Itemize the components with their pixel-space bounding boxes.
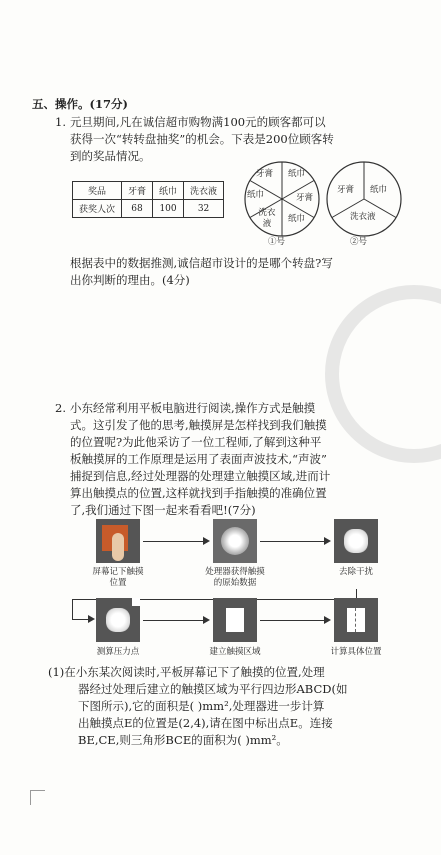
flow-arrow	[143, 541, 205, 542]
q2-sub1-line: 下图所示),它的面积是( )mm²,处理器进一步计算	[78, 699, 325, 713]
q2-line: 板触摸屏的工作原理是运用了表面声波技术,“声波”	[70, 452, 327, 466]
wheel-1-sector: 牙膏	[256, 169, 274, 179]
q1-line-1: 元旦期间,凡在诚信超市购物满100元的顾客都可以	[70, 115, 326, 129]
table-row	[73, 200, 224, 218]
q2-line: 式。这引发了他的思考,触摸屏是怎样找到我们触摸	[70, 418, 327, 432]
position-image	[334, 598, 378, 642]
flow-arrow-head	[203, 616, 210, 624]
flow-label: 处理器获得触摸	[205, 567, 265, 577]
wheel-1-sector: 洗衣液	[258, 208, 276, 229]
table-header-cell: 洗衣液	[184, 182, 224, 200]
q1-line-3: 到的奖品情况。	[70, 149, 151, 163]
wheel-2-sector: 纸巾	[370, 185, 388, 195]
q2-sub1-line: (1)在小东某次阅读时,平板屏幕记下了触摸的位置,处理	[48, 665, 325, 679]
flow-label: 建立触摸区域	[209, 647, 261, 657]
pressure-point-image	[96, 598, 140, 642]
flow-label: 测算压力点	[96, 647, 140, 657]
q2-sub1-line: 器经过处理后建立的触摸区域为平行四边形ABCD(如	[78, 682, 348, 696]
flow-label: 屏幕记下触摸	[92, 567, 144, 577]
flow-arrow	[260, 541, 326, 542]
wheel-2-label: ②号	[350, 237, 368, 247]
q1-question-1: 根据表中的数据推测,诚信超市设计的是哪个转盘?写	[70, 256, 333, 270]
wheel-1-sector: 牙膏	[296, 193, 314, 203]
table-cell: 68	[122, 200, 153, 218]
prize-table	[72, 181, 224, 218]
table-cell: 32	[184, 200, 224, 218]
raw-data-image	[213, 519, 257, 563]
watermark-stamp	[325, 285, 441, 463]
flow-arrow-head	[203, 537, 210, 545]
flow-label: 计算具体位置	[330, 647, 382, 657]
flow-arrow-head	[324, 616, 331, 624]
flow-connector	[72, 599, 73, 619]
wheel-2-sector: 洗衣液	[350, 212, 376, 222]
table-row-label: 获奖人次	[73, 200, 122, 218]
flow-arrow	[72, 619, 89, 620]
q2-line: 了,我们通过下图一起来看看吧!(7分)	[70, 503, 256, 517]
q2-sub1-line: BE,CE,则三角形BCE的面积为( )mm²。	[78, 733, 288, 747]
flow-label: 位置	[109, 578, 127, 588]
table-header-row	[73, 182, 224, 200]
q2-sub1-line: 出触摸点E的位置是(2,4),请在图中标出点E。连接	[78, 716, 333, 730]
table-header-cell: 奖品	[73, 182, 122, 200]
flow-arrow-head	[88, 615, 95, 623]
wheel-2	[325, 160, 403, 238]
q1-line-2: 获得一次“转转盘抽奖”的机会。下表是200位顾客转	[70, 132, 334, 146]
q2-number: 2.	[55, 401, 66, 415]
wheel-1-label: ①号	[268, 237, 286, 247]
crop-mark	[30, 790, 45, 805]
section-title: 五、操作。(17分)	[32, 97, 128, 111]
q1-number: 1.	[55, 115, 66, 129]
table-header-cell: 纸巾	[153, 182, 184, 200]
wheel-1-sector: 纸巾	[247, 190, 265, 200]
flow-label: 去除干扰	[338, 567, 373, 577]
q2-line: 捕捉到信息,经过处理器的处理建立触摸区域,进而计	[70, 469, 331, 483]
wheel-2-sector: 牙膏	[337, 185, 355, 195]
q2-line: 算出触摸点的位置,这样就找到手指触摸的准确位置	[70, 486, 327, 500]
q2-line: 的位置呢?为此他采访了一位工程师,了解到这种平	[70, 435, 322, 449]
flow-arrow	[260, 620, 326, 621]
wheel-1-sector: 纸巾	[288, 214, 306, 224]
table-header-cell: 牙膏	[122, 182, 153, 200]
flow-arrow-head	[324, 537, 331, 545]
flow-arrow	[143, 620, 205, 621]
wheel-1-sector: 纸巾	[288, 169, 306, 179]
flow-label: 的原始数据	[213, 578, 257, 588]
q1-question-2: 出你判断的理由。(4分)	[70, 273, 190, 287]
denoise-image	[334, 519, 378, 563]
q2-line: 小东经常利用平板电脑进行阅读,操作方式是触摸	[70, 401, 316, 415]
touch-screen-image	[96, 519, 140, 563]
touch-area-image	[213, 598, 257, 642]
table-cell: 100	[153, 200, 184, 218]
